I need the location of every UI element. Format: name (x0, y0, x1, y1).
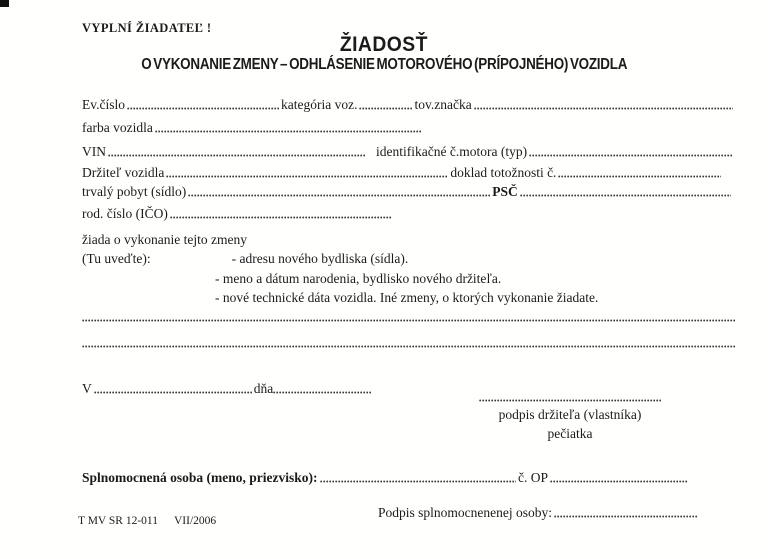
vin-label: VIN (82, 144, 106, 159)
change-text-line-2[interactable] (82, 345, 735, 348)
row-color (82, 119, 735, 136)
rod-cislo-label: rod. číslo (IČO) (82, 206, 168, 221)
change-text-line-1[interactable] (82, 319, 735, 322)
tov-znacka-label: tov.značka (414, 97, 472, 112)
rod-cislo-field[interactable] (170, 216, 392, 219)
trvaly-pobyt-field[interactable] (188, 194, 490, 197)
stamp-caption: pečiatka (547, 426, 593, 441)
doklad-totoznosti-field[interactable] (558, 175, 721, 178)
holder-signature-block (450, 399, 690, 443)
authorized-signature-label: Podpis splnomocnenenej osoby: (378, 505, 552, 520)
id-card-field[interactable] (550, 480, 688, 483)
form-subtitle: O VYKONANIE ZMENY – ODHLÁSENIE MOTOROVÉHO (PRÍPOJNÉHO) VOZIDLA (141, 56, 627, 73)
id-card-label: č. OP (518, 470, 548, 485)
row-authorized-signature (378, 504, 700, 521)
date-field[interactable] (273, 391, 371, 394)
kategoria-voz-field[interactable] (359, 107, 412, 110)
holder-signature-caption: podpis držiteľa (vlastníka) (498, 407, 642, 422)
authorized-signature-field[interactable] (554, 515, 698, 518)
authorized-person-field[interactable] (320, 480, 516, 483)
farba-vozidla-field[interactable] (155, 130, 421, 133)
filler-instruction: VYPLNÍ ŽIADATEĽ ! (82, 21, 212, 35)
authorized-person-label: Splnomocnená osoba (meno, priezvisko): (82, 470, 318, 485)
change-request-note-row (82, 250, 735, 267)
trvaly-pobyt-label: trvalý pobyt (sídlo) (82, 184, 187, 199)
farba-vozidla-label: farba vozidla (82, 120, 153, 135)
ident-motora-field[interactable] (529, 154, 733, 157)
row-registration (82, 96, 735, 113)
change-request-item: - nové technické dáta vozidla. Iné zmeny, o ktorých vykonanie žiadate. (215, 290, 599, 305)
form-number-version: VII/2006 (173, 515, 217, 527)
row-place-date (82, 380, 735, 397)
row-holder (82, 164, 735, 181)
change-request-intro-row (82, 231, 735, 248)
change-request-item-row (215, 270, 735, 287)
place-label: V (82, 381, 92, 396)
ev-cislo-field[interactable] (127, 107, 279, 110)
row-vin (82, 143, 735, 160)
form-number (78, 515, 216, 527)
form-title: ŽIADOSŤ (339, 33, 429, 56)
row-residence (82, 183, 735, 200)
scan-artifact (0, 0, 9, 7)
form-number-code: T MV SR 12-011 (78, 515, 158, 527)
row-personal-id (82, 205, 735, 222)
drzitel-vozidla-field[interactable] (166, 175, 448, 178)
vin-field[interactable] (108, 154, 366, 157)
ident-motora-label: identifikačné č.motora (typ) (376, 144, 528, 159)
change-request-note-label: (Tu uveďte): (82, 251, 151, 266)
psc-field[interactable] (520, 194, 731, 197)
ev-cislo-label: Ev.číslo (82, 97, 125, 112)
place-field[interactable] (94, 391, 252, 394)
form-subtitle-wrap (0, 56, 768, 74)
tov-znacka-field[interactable] (474, 107, 733, 110)
change-request-item-row (215, 289, 735, 306)
change-request-item: - adresu nového bydliska (sídla). (231, 251, 409, 266)
row-authorized-person (82, 469, 690, 486)
change-request-intro: žiada o vykonanie tejto zmeny (82, 232, 247, 247)
change-request-item: - meno a dátum narodenia, bydlisko nového držiteľa. (215, 271, 502, 286)
drzitel-vozidla-label: Držiteľ vozidla (82, 165, 165, 180)
kategoria-voz-label: kategória voz. (281, 97, 358, 112)
date-label: dňa (253, 381, 274, 396)
psc-label: PSČ (492, 184, 518, 199)
form-title-wrap (0, 33, 768, 57)
holder-signature-line[interactable] (479, 399, 661, 402)
doklad-totoznosti-label: doklad totožnosti č. (450, 165, 557, 180)
